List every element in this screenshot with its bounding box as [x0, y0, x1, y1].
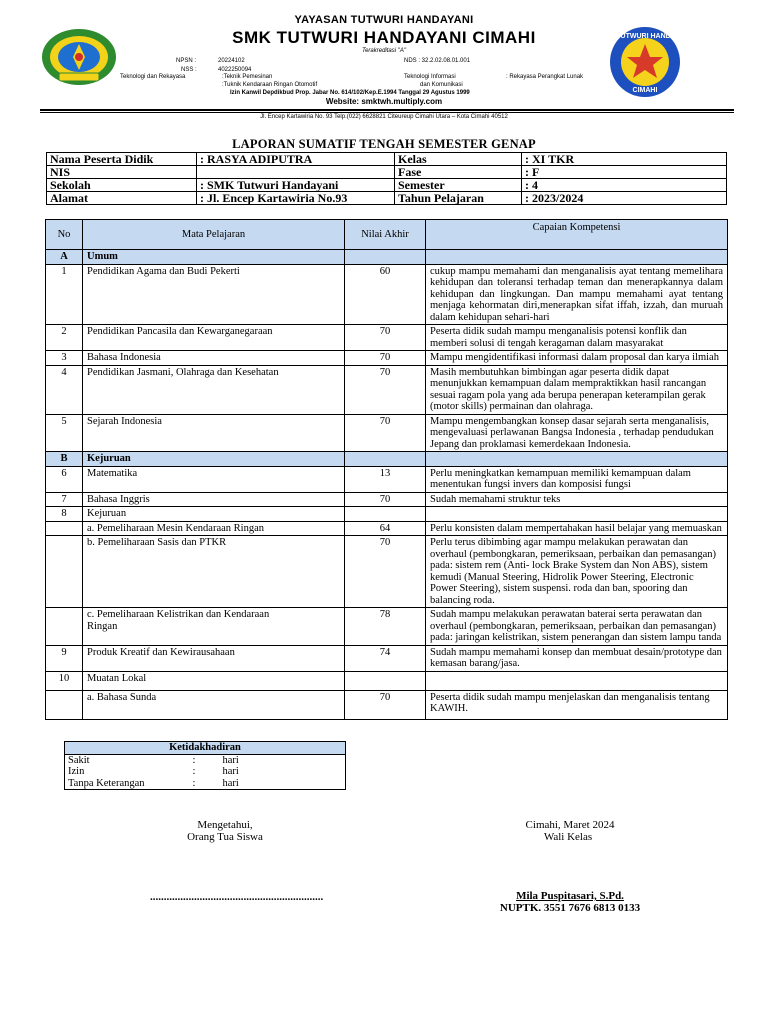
row-score	[345, 507, 426, 522]
attendance-label: Izin	[65, 766, 190, 778]
table-row	[46, 351, 728, 366]
row-competency	[426, 507, 728, 522]
row-no	[46, 608, 83, 646]
identity-label: Tahun Pelajaran	[395, 192, 522, 205]
identity-label: NIS	[47, 166, 197, 179]
logo-right-city: CIMAHI	[632, 87, 658, 94]
field2-label2: dan Komunikasi	[420, 82, 463, 88]
npsn-label: NPSN :	[176, 58, 197, 64]
row-score: 70	[345, 351, 426, 366]
row-competency: Sudah memahami struktur teks	[426, 492, 728, 507]
row-subject: Bahasa Indonesia	[83, 351, 345, 366]
row-no: 6	[46, 466, 83, 492]
row-no	[46, 521, 83, 536]
row-competency: Perlu meningkatkan kemampuan memiliki kemampuan dalam menentukan fungsi invers dan komposisi fungsi	[426, 466, 728, 492]
row-score: 70	[345, 325, 426, 351]
identity-value: : XI TKR	[522, 153, 727, 166]
section-code: B	[46, 452, 83, 467]
table-row	[46, 264, 728, 325]
identity-label: Sekolah	[47, 179, 197, 192]
accreditation: Terakreditasi "A"	[361, 48, 407, 54]
table-row	[46, 671, 728, 690]
attendance-row	[65, 754, 346, 766]
row-subject: a. Pemeliharaan Mesin Kendaraan Ringan	[83, 521, 345, 536]
parent-signature-line: ...............................................................	[150, 891, 324, 903]
row-no: 3	[46, 351, 83, 366]
row-subject: Pendidikan Pancasila dan Kewarganegaraan	[83, 325, 345, 351]
identity-row	[47, 179, 727, 192]
attendance-sep: :	[192, 766, 196, 777]
identity-value: : Jl. Encep Kartawiria No.93	[197, 192, 395, 205]
row-score: 13	[345, 466, 426, 492]
row-score: 74	[345, 645, 426, 671]
row-no: 8	[46, 507, 83, 522]
table-row	[46, 414, 728, 452]
section-name: Kejuruan	[83, 452, 345, 467]
table-row	[46, 536, 728, 608]
row-score: 70	[345, 492, 426, 507]
website: Website: smktwh.multiply.com	[325, 97, 443, 106]
attendance-row	[65, 766, 346, 778]
table-row	[46, 466, 728, 492]
identity-row	[47, 192, 727, 205]
letterhead-rule-thick	[40, 109, 734, 111]
row-no: 10	[46, 671, 83, 690]
grades-table	[45, 219, 728, 720]
row-score: 70	[345, 365, 426, 414]
identity-label: Alamat	[47, 192, 197, 205]
row-subject: Sejarah Indonesia	[83, 414, 345, 452]
attendance-title: Ketidakhadiran	[65, 742, 346, 755]
teacher-role: Wali Kelas	[543, 831, 593, 843]
table-row	[46, 507, 728, 522]
table-row	[46, 325, 728, 351]
field1-program1: :Teknik Pemesinan	[222, 74, 273, 80]
row-subject: Muatan Lokal	[83, 671, 345, 690]
attendance-sep: :	[192, 754, 196, 766]
table-row	[46, 608, 728, 646]
row-subject: Bahasa Inggris	[83, 492, 345, 507]
logo-right-text: SMK TUTWURI HANDAYANI	[598, 33, 692, 40]
row-score: 70	[345, 414, 426, 452]
row-no: 1	[46, 264, 83, 325]
attendance-unit: hari	[220, 778, 346, 790]
row-competency: Mampu mengidentifikasi informasi dalam proposal dan karya ilmiah	[426, 351, 728, 366]
attendance-unit: hari	[220, 754, 346, 766]
row-competency: Mampu mengembangkan konsep dasar sejarah serta menganalisis, mengevaluasi perlawanan Bangsa Indonesia , terhadap pendudukan Jepang dan proklamasi kemerdekaan Indonesia.	[426, 414, 728, 452]
row-competency: Perlu konsisten dalam mempertahakan hasil belajar yang memuaskan	[426, 521, 728, 536]
row-competency: Peserta didik sudah mampu menjelaskan dan menganalisis tentang KAWIH.	[426, 690, 728, 719]
section-row-kejuruan	[46, 452, 728, 467]
table-row	[46, 521, 728, 536]
nss-label: NSS :	[181, 67, 197, 73]
row-score: 78	[345, 608, 426, 646]
section-row-umum	[46, 250, 728, 265]
table-row	[46, 690, 728, 719]
row-competency: Masih membutuhkan bimbingan agar peserta didik dapat menunjukkan kemampuan dalam mempraktikkan hasil rancangan sesuai ragam pola yang ada berupa penerapan keterampilan gerak (motor skills) permainan dan olahraga.	[426, 365, 728, 414]
parent-acknowledge: Mengetahui,	[197, 819, 253, 831]
row-score	[345, 671, 426, 690]
school-address: Jl. Encep Kartawiria No. 93 Telp.(022) 6628821 Citeureup Cimahi Utara – Kota Cimahi 40512	[260, 114, 508, 120]
grades-header-row	[46, 220, 728, 250]
permit: Izin Kanwil Depdikbud Prop. Jabar No. 614/102/Kep.E.1994 Tanggal 29 Agustus 1999	[230, 90, 470, 96]
row-no: 4	[46, 365, 83, 414]
row-competency: Sudah mampu melakukan perawatan baterai serta perawatan dan overhaul (pembongkaran, pemeriksaan, perbaikan dan pemasangan) pada: jaringan kelistrikan, sistem penerangan dan sistem lampu tanda	[426, 608, 728, 646]
header-competency: Capaian Kompetensi	[426, 220, 728, 250]
table-row	[46, 645, 728, 671]
field2-program: : Rekayasa Perangkat Lunak	[506, 74, 584, 80]
row-competency: Perlu terus dibimbing agar mampu melakukan perawatan dan overhaul (pembongkaran, pemeriksaan, perbaikan dan pemasangan) pada: sistem rem (Anti- lock Brake System dan Non ABS), sistem kemudi (Manual Steering, Hidrolik Power Steering, Electronic Power Steering), sistem suspensi. roda dan ban, spooring dan balancing roda.	[426, 536, 728, 608]
identity-label: Fase	[395, 166, 522, 179]
row-subject: b. Pemeliharaan Sasis dan PTKR	[83, 536, 345, 608]
attendance-label: Tanpa Keterangan	[65, 778, 190, 790]
identity-value: : F	[522, 166, 727, 179]
field1-label: Teknologi dan Rekayasa	[120, 74, 186, 80]
row-competency: cukup mampu memahami dan menganalisis ayat tentang memelihara kehidupan dan toleransi terhadap teman dan menerapkannya dalam kehidupan dan lingkungan. Dan mampu memahami ayat tentang menjaga kehormatan diri,menerapkan sifat iffah, izzah, dan muruah dalam kehidupan sehari-hari	[426, 264, 728, 325]
header-no: No	[46, 220, 83, 250]
parent-role: Orang Tua Siswa	[187, 831, 263, 843]
identity-value: : 2023/2024	[522, 192, 727, 205]
identity-label: Semester	[395, 179, 522, 192]
row-no	[46, 536, 83, 608]
identity-label: Kelas	[395, 153, 522, 166]
row-score: 64	[345, 521, 426, 536]
header-score: Nilai Akhir	[345, 220, 426, 250]
nds: NDS : 32.2.02.08.01.001	[404, 58, 471, 64]
identity-value: : RASYA ADIPUTRA	[197, 153, 395, 166]
foundation-name: YAYASAN TUTWURI HANDAYANI	[294, 14, 474, 26]
letterhead-rule-thin	[40, 112, 734, 113]
row-competency	[426, 671, 728, 690]
identity-row	[47, 153, 727, 166]
identity-row	[47, 166, 727, 179]
row-subject: Matematika	[83, 466, 345, 492]
row-subject: Kejuruan	[83, 507, 345, 522]
row-competency: Peserta didik sudah mampu menganalisis potensi konflik dan memberi solusi di tengah keragaman dalam masyarakat	[426, 325, 728, 351]
place-date: Cimahi, Maret 2024	[525, 819, 615, 831]
row-subject: a. Bahasa Sunda	[83, 690, 345, 719]
identity-label: Nama Peserta Didik	[47, 153, 197, 166]
teacher-name: Mila Puspitasari, S.Pd.	[516, 890, 624, 902]
table-row	[46, 492, 728, 507]
section-code: A	[46, 250, 83, 265]
report-title: LAPORAN SUMATIF TENGAH SEMESTER GENAP	[232, 137, 536, 151]
row-subject: Produk Kreatif dan Kewirausahaan	[83, 645, 345, 671]
attendance-sep: :	[190, 778, 220, 790]
row-subject: c. Pemeliharaan Kelistrikan dan Kendaraan Ringan	[83, 608, 345, 646]
letterhead	[0, 0, 768, 126]
row-competency: Sudah mampu memahami konsep dan membuat desain/prototype dan kemasan barang/jasa.	[426, 645, 728, 671]
field2-label: Teknologi Informasi	[404, 74, 456, 80]
nss-value: 4022250094	[218, 67, 252, 73]
identity-value: : SMK Tutwuri Handayani	[197, 179, 395, 192]
attendance-table	[64, 741, 346, 790]
row-subject: Pendidikan Agama dan Budi Pekerti	[83, 264, 345, 325]
header-subject: Mata Pelajaran	[83, 220, 345, 250]
field1-program2: :Tuknik Kendaraan Ringan Otomotif	[222, 82, 318, 88]
school-name: SMK TUTWURI HANDAYANI CIMAHI	[232, 28, 536, 47]
npsn-value: 20224102	[218, 58, 245, 64]
row-no: 7	[46, 492, 83, 507]
row-no: 2	[46, 325, 83, 351]
row-score: 70	[345, 536, 426, 608]
attendance-label: Sakit	[65, 754, 190, 766]
identity-value	[197, 166, 395, 179]
row-score: 70	[345, 690, 426, 719]
teacher-id: NUPTK. 3551 7676 6813 0133	[499, 902, 641, 914]
student-identity-table	[46, 152, 727, 205]
attendance-unit: hari	[220, 766, 346, 778]
attendance-row	[65, 778, 346, 790]
identity-value: : 4	[522, 179, 727, 192]
section-name: Umum	[83, 250, 345, 265]
row-subject: Pendidikan Jasmani, Olahraga dan Kesehatan	[83, 365, 345, 414]
row-no: 9	[46, 645, 83, 671]
school-emblem-right-icon	[598, 26, 692, 98]
table-row	[46, 365, 728, 414]
row-no	[46, 690, 83, 719]
row-no: 5	[46, 414, 83, 452]
row-score: 60	[345, 264, 426, 325]
